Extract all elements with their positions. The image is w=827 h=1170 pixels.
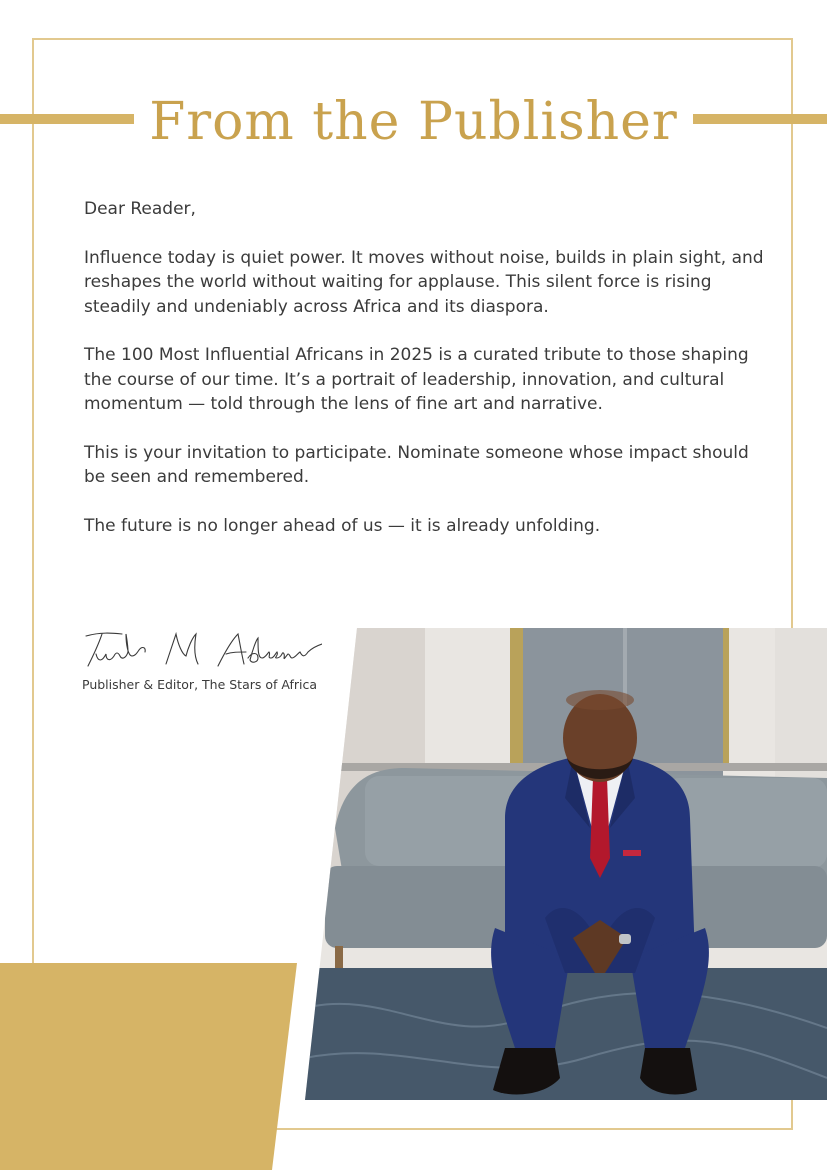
paragraph-4: The future is no longer ahead of us — it is already unfolding. [84,515,601,536]
letter-body [84,197,764,562]
signature-caption: Publisher & Editor, The Stars of Africa [82,677,318,692]
title-container [134,82,693,162]
publisher-portrait-photo [305,628,827,1100]
paragraph-1: Influence today is quiet power. It moves without noise, builds in plain sight, and reshapes the world without waiting for applause. This silent force is rising steadily and undeniably across Africa and its diaspora. [84,247,764,317]
salutation: Dear Reader, [84,199,196,219]
paragraph-3: This is your invitation to participate. Nominate someone whose impact should be seen and remembered. [84,442,749,487]
title-rule-left [0,114,134,124]
paragraph-2: The 100 Most Influential Africans in 2025 is a curated tribute to those shaping the course of our time. It’s a portrait of leadership, innovation, and cultural momentum — told through the lens of fine art and narrative. [84,345,749,414]
page-title: From the Publisher [149,92,678,152]
gold-accent-block [0,963,300,1170]
handwritten-signature [82,628,322,672]
title-rule-right [693,114,827,124]
